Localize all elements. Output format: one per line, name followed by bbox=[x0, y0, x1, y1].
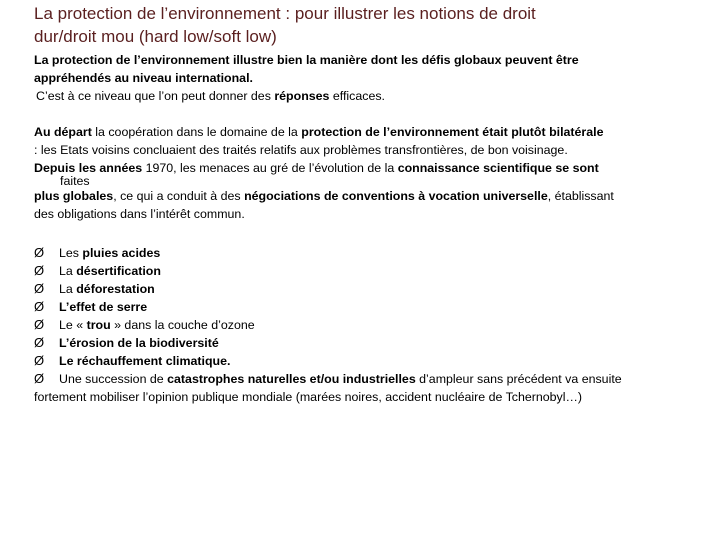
body-s1-3: protection de l’environnement était plutôt bilatérale bbox=[301, 125, 604, 139]
body-s3-4: faites bbox=[60, 174, 90, 188]
bullet-text: La bbox=[59, 264, 77, 278]
bullet-text: Le « bbox=[59, 318, 87, 332]
slide-title bbox=[34, 2, 694, 48]
list-item bbox=[34, 244, 704, 262]
body-line-2 bbox=[34, 141, 694, 159]
intro-text-c1: C’est à ce niveau que l’on peut donner des bbox=[36, 89, 275, 103]
list-item bbox=[34, 280, 704, 298]
arrow-bullet-icon: Ø bbox=[34, 299, 45, 314]
list-item bbox=[34, 334, 704, 352]
body-line-1 bbox=[34, 123, 694, 141]
arrow-bullet-icon: Ø bbox=[34, 245, 45, 260]
intro-text-b: appréhendés au niveau international. bbox=[34, 71, 253, 85]
body-s4-2: , ce qui a conduit à des bbox=[113, 189, 245, 203]
bullet-text: L’érosion de la biodiversité bbox=[59, 336, 219, 350]
bullet-text: L’effet de serre bbox=[59, 300, 148, 314]
bullet-list bbox=[34, 244, 704, 406]
body-s4-3: négociations de conventions à vocation universelle bbox=[244, 189, 548, 203]
list-item bbox=[34, 316, 704, 334]
intro-text-c3: efficaces. bbox=[329, 89, 385, 103]
arrow-bullet-icon: Ø bbox=[34, 263, 45, 278]
list-item bbox=[34, 298, 704, 316]
bullet-text: La bbox=[59, 282, 77, 296]
list-item bbox=[34, 370, 704, 388]
bullet-text: trou bbox=[86, 318, 111, 332]
list-item bbox=[34, 262, 704, 280]
bullet-text: fortement mobiliser l’opinion publique mondiale (marées noires, accident nucléaire de Tchernobyl…) bbox=[34, 390, 583, 404]
body-s1-1: Au départ bbox=[34, 125, 92, 139]
body-line-4 bbox=[34, 187, 694, 205]
body-s3-3: connaissance scientifique se sont bbox=[397, 161, 599, 175]
bullet-text: pluies acides bbox=[82, 246, 161, 260]
arrow-bullet-icon: Ø bbox=[34, 371, 45, 386]
body-line-3 bbox=[34, 159, 694, 187]
arrow-bullet-icon: Ø bbox=[34, 281, 45, 296]
body-s3-1: Depuis les années bbox=[34, 161, 143, 175]
bullet-text: Les bbox=[59, 246, 83, 260]
bullet-text: » dans la couche d’ozone bbox=[110, 318, 255, 332]
body-s4-4: , établissant bbox=[547, 189, 614, 203]
list-item-continuation bbox=[34, 388, 704, 406]
body-line-5 bbox=[34, 205, 694, 223]
intro-text-c2: réponses bbox=[274, 89, 330, 103]
arrow-bullet-icon: Ø bbox=[34, 353, 45, 368]
arrow-bullet-icon: Ø bbox=[34, 317, 45, 332]
title-line-1: La protection de l’environnement : pour illustrer les notions de droit bbox=[34, 4, 536, 23]
bullet-text: Une succession de bbox=[59, 372, 168, 386]
list-item bbox=[34, 352, 704, 370]
bullet-text: déforestation bbox=[76, 282, 155, 296]
intro-line-3 bbox=[34, 87, 694, 105]
body-s5: des obligations dans l’intérêt commun. bbox=[34, 207, 245, 221]
bullet-text: Le réchauffement climatique. bbox=[59, 354, 231, 368]
bullet-text: désertification bbox=[76, 264, 161, 278]
bullet-text: d’ampleur sans précédent va ensuite bbox=[415, 372, 622, 386]
body-s4-1: plus globales bbox=[34, 189, 114, 203]
bullet-text: catastrophes naturelles et/ou industrielles bbox=[167, 372, 416, 386]
intro-line-2 bbox=[34, 69, 694, 87]
intro-line-1 bbox=[34, 51, 694, 69]
body-s3-2: 1970, les menaces au gré de l’évolution de la bbox=[142, 161, 398, 175]
body-s2: : les Etats voisins concluaient des traités relatifs aux problèmes transfrontières, de bon voisinage. bbox=[34, 143, 568, 157]
intro-paragraph bbox=[34, 51, 694, 105]
arrow-bullet-icon: Ø bbox=[34, 335, 45, 350]
intro-text-a: La protection de l’environnement illustre bien la manière dont les défis globaux peuvent être bbox=[34, 53, 579, 67]
title-line-2: dur/droit mou (hard low/soft low) bbox=[34, 27, 277, 46]
body-paragraph bbox=[34, 123, 694, 223]
body-s1-2: la coopération dans le domaine de la bbox=[91, 125, 302, 139]
